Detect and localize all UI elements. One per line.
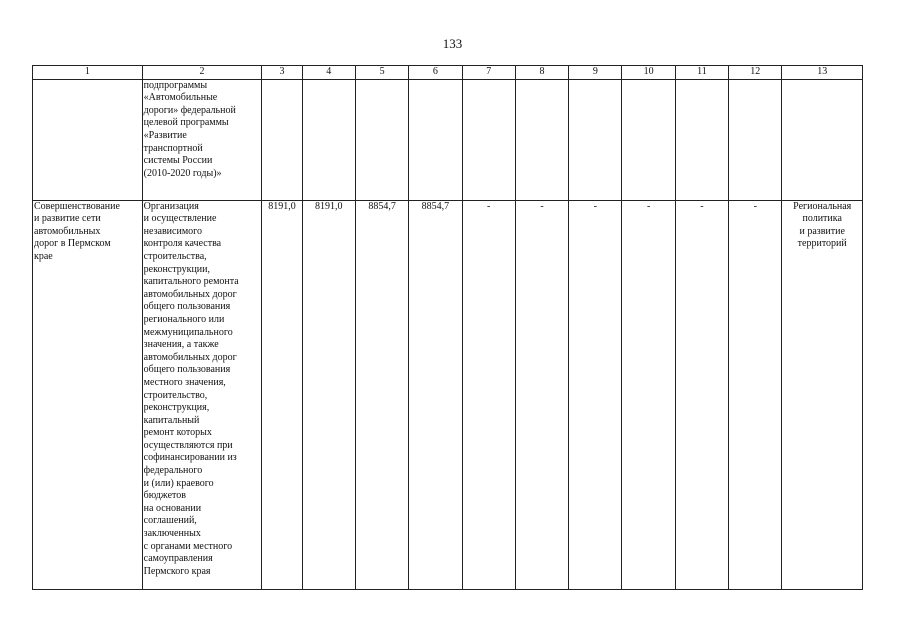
- header-cell: 10: [622, 66, 675, 80]
- header-cell: 11: [675, 66, 728, 80]
- value-cell: -: [515, 200, 568, 589]
- table-row: [33, 200, 863, 589]
- value-cell: [462, 79, 515, 200]
- header-cell: 8: [515, 66, 568, 80]
- table-row: [33, 79, 863, 200]
- header-cell: 13: [782, 66, 863, 80]
- header-cell: 7: [462, 66, 515, 80]
- value-cell: [262, 79, 302, 200]
- header-row: [33, 66, 863, 80]
- event-name-cell: Совершенствование и развитие сети автомобильных дорог в Пермском крае: [33, 200, 143, 589]
- description-cell: Организация и осуществление независимого контроля качества строительства, реконструкции, капитального ремонта автомобильных дорог общего пользования регионального или межмуниципального значения, а также автомобильных дорог общего пользования местного значения, строительство, реконструкция, капитальный ремонт которых осуществляются при софинансировании из федерального и (или) краевого бюджетов на основании соглашений, заключенных с органами местного самоуправления Пермского края: [142, 200, 262, 589]
- header-cell: 2: [142, 66, 262, 80]
- header-cell: 5: [355, 66, 408, 80]
- value-cell: -: [729, 200, 782, 589]
- value-cell: 8191,0: [262, 200, 302, 589]
- value-cell: [302, 79, 355, 200]
- value-cell: [515, 79, 568, 200]
- header-cell: 9: [569, 66, 622, 80]
- value-cell: [569, 79, 622, 200]
- document-table: [32, 65, 863, 590]
- value-cell: [729, 79, 782, 200]
- value-cell: [622, 79, 675, 200]
- value-cell: 8854,7: [409, 200, 462, 589]
- page-number: 133: [442, 36, 463, 51]
- header-cell: 12: [729, 66, 782, 80]
- value-cell: 8191,0: [302, 200, 355, 589]
- header-cell: 4: [302, 66, 355, 80]
- value-cell: -: [675, 200, 728, 589]
- value-cell: -: [622, 200, 675, 589]
- responsible-cell: [782, 79, 863, 200]
- value-cell: 8854,7: [355, 200, 408, 589]
- description-cell: подпрограммы «Автомобильные дороги» федеральной целевой программы «Развитие транспортной системы России (2010-2020 годы)»: [142, 79, 262, 200]
- header-cell: 1: [33, 66, 143, 80]
- value-cell: -: [569, 200, 622, 589]
- responsible-cell: Региональная политика и развитие территорий: [782, 200, 863, 589]
- value-cell: [675, 79, 728, 200]
- header-cell: 3: [262, 66, 302, 80]
- header-cell: 6: [409, 66, 462, 80]
- event-name-cell: [33, 79, 143, 200]
- value-cell: [355, 79, 408, 200]
- value-cell: -: [462, 200, 515, 589]
- value-cell: [409, 79, 462, 200]
